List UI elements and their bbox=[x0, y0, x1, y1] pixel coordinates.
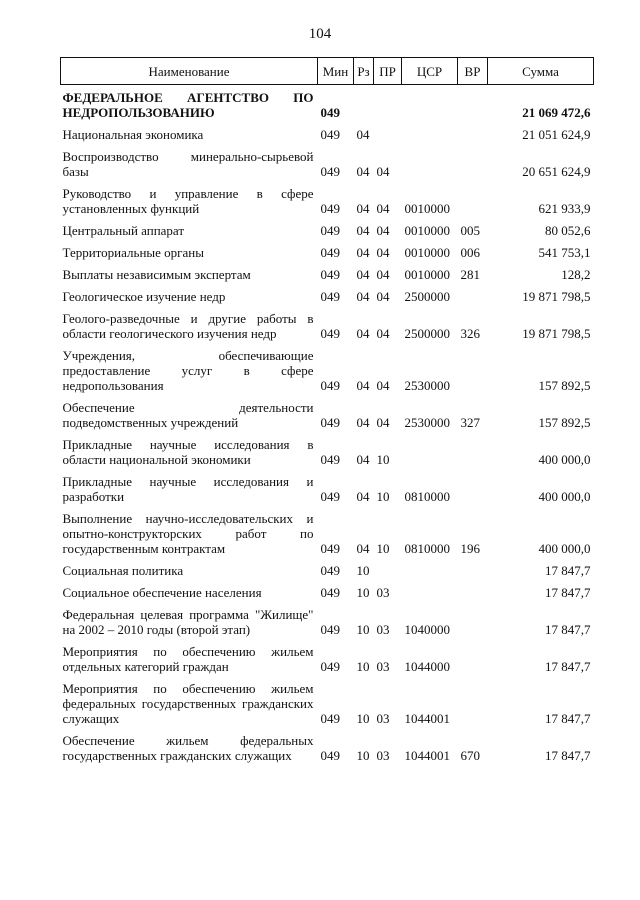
row-pr: 04 bbox=[376, 415, 390, 430]
row-min: 049 bbox=[320, 563, 340, 578]
row-pr: 04 bbox=[376, 326, 390, 341]
row-vr bbox=[458, 186, 488, 223]
row-name: Геолого-разведочные и другие работы в области геологического изучения недр bbox=[62, 311, 314, 341]
row-name: Мероприятия по обеспечению жильем федеральных государственных гражданских служащих bbox=[62, 681, 314, 726]
row-name: Геологическое изучение недр bbox=[62, 289, 226, 304]
row-min: 049 bbox=[320, 489, 340, 504]
row-vr bbox=[458, 474, 488, 511]
row-pr: 04 bbox=[376, 164, 390, 179]
header-min: Мин bbox=[318, 58, 354, 85]
row-min: 049 bbox=[320, 711, 340, 726]
row-min: 049 bbox=[320, 127, 340, 142]
row-sum: 20 651 624,9 bbox=[522, 164, 591, 179]
row-name: Центральный аппарат bbox=[62, 223, 185, 238]
row-sum: 17 847,7 bbox=[545, 748, 591, 763]
row-vr bbox=[458, 127, 488, 149]
row-sum: 19 871 798,5 bbox=[522, 326, 591, 341]
row-min: 049 bbox=[320, 378, 340, 393]
row-vr bbox=[458, 607, 488, 644]
row-sum: 19 871 798,5 bbox=[522, 289, 591, 304]
row-rz: 04 bbox=[356, 541, 370, 556]
row-vr bbox=[458, 348, 488, 400]
row-csr: 1044001 bbox=[404, 711, 450, 726]
row-csr: 0810000 bbox=[404, 541, 450, 556]
table-row bbox=[61, 733, 594, 770]
row-csr: 0810000 bbox=[404, 489, 450, 504]
row-vr: 327 bbox=[460, 415, 480, 430]
row-sum: 17 847,7 bbox=[545, 563, 591, 578]
row-pr: 03 bbox=[376, 622, 390, 637]
row-pr bbox=[374, 127, 402, 149]
row-csr bbox=[402, 585, 458, 607]
table-row bbox=[61, 644, 594, 681]
row-csr bbox=[402, 149, 458, 186]
row-min: 049 bbox=[320, 289, 340, 304]
table-row bbox=[61, 348, 594, 400]
header-rz: Рз bbox=[354, 58, 374, 85]
row-name: Прикладные научные исследования и разработки bbox=[62, 474, 314, 504]
row-sum: 621 933,9 bbox=[538, 201, 591, 216]
table-row bbox=[61, 267, 594, 289]
row-name: Учреждения, обеспечивающие предоставление услуг в сфере недропользования bbox=[62, 348, 314, 393]
row-rz: 04 bbox=[356, 326, 370, 341]
row-min: 049 bbox=[320, 585, 340, 600]
row-sum: 80 052,6 bbox=[545, 223, 591, 238]
table-row bbox=[61, 85, 594, 128]
row-min: 049 bbox=[320, 201, 340, 216]
row-csr: 2530000 bbox=[404, 415, 450, 430]
table-body bbox=[61, 85, 594, 771]
table-row bbox=[61, 563, 594, 585]
row-rz: 10 bbox=[356, 585, 370, 600]
row-pr bbox=[374, 563, 402, 585]
header-pr: ПР bbox=[374, 58, 402, 85]
row-vr: 281 bbox=[460, 267, 480, 282]
row-pr bbox=[374, 85, 402, 128]
row-min: 049 bbox=[320, 659, 340, 674]
row-sum: 17 847,7 bbox=[545, 711, 591, 726]
row-name: Территориальные органы bbox=[62, 245, 204, 260]
row-min: 049 bbox=[320, 245, 340, 260]
row-min: 049 bbox=[320, 541, 340, 556]
row-vr: 006 bbox=[460, 245, 480, 260]
row-min: 049 bbox=[320, 267, 340, 282]
header-name: Наименование bbox=[61, 58, 318, 85]
row-vr bbox=[458, 85, 488, 128]
page-number: 104 bbox=[308, 26, 332, 42]
row-pr: 03 bbox=[376, 659, 390, 674]
row-pr: 04 bbox=[376, 223, 390, 238]
row-sum: 157 892,5 bbox=[538, 415, 591, 430]
table-header bbox=[61, 58, 594, 85]
row-csr: 1040000 bbox=[404, 622, 450, 637]
row-rz: 04 bbox=[356, 201, 370, 216]
row-min: 049 bbox=[320, 223, 340, 238]
row-vr bbox=[458, 437, 488, 474]
row-rz: 10 bbox=[356, 563, 370, 578]
table-row bbox=[61, 681, 594, 733]
row-name: Выплаты независимым экспертам bbox=[62, 267, 251, 282]
row-min: 049 bbox=[320, 415, 340, 430]
table-row bbox=[61, 311, 594, 348]
row-rz: 04 bbox=[356, 223, 370, 238]
row-vr: 326 bbox=[460, 326, 480, 341]
row-sum: 21 069 472,6 bbox=[522, 105, 591, 120]
row-vr: 005 bbox=[460, 223, 480, 238]
row-pr: 03 bbox=[376, 585, 390, 600]
row-sum: 400 000,0 bbox=[538, 489, 591, 504]
row-csr bbox=[402, 563, 458, 585]
row-sum: 128,2 bbox=[561, 267, 591, 282]
row-rz: 04 bbox=[356, 289, 370, 304]
row-rz: 04 bbox=[356, 378, 370, 393]
row-vr bbox=[458, 149, 488, 186]
row-csr: 1044001 bbox=[404, 748, 450, 763]
header-csr: ЦСР bbox=[402, 58, 458, 85]
row-min: 049 bbox=[320, 748, 340, 763]
row-csr bbox=[402, 85, 458, 128]
row-pr: 03 bbox=[376, 711, 390, 726]
row-name: Обеспечение жильем федеральных государственных гражданских служащих bbox=[62, 733, 314, 763]
row-sum: 400 000,0 bbox=[538, 452, 591, 467]
table-row bbox=[61, 245, 594, 267]
row-pr: 10 bbox=[376, 452, 390, 467]
row-csr bbox=[402, 127, 458, 149]
row-sum: 17 847,7 bbox=[545, 622, 591, 637]
row-csr: 1044000 bbox=[404, 659, 450, 674]
row-rz: 04 bbox=[356, 489, 370, 504]
row-name: Выполнение научно-исследовательских и опытно-конструкторских работ по государственным контрактам bbox=[62, 511, 314, 556]
row-csr: 2500000 bbox=[404, 289, 450, 304]
row-pr: 04 bbox=[376, 378, 390, 393]
row-pr: 03 bbox=[376, 748, 390, 763]
row-pr: 10 bbox=[376, 489, 390, 504]
row-rz: 04 bbox=[356, 415, 370, 430]
header-vr: ВР bbox=[458, 58, 488, 85]
row-vr: 670 bbox=[460, 748, 480, 763]
table-row bbox=[61, 186, 594, 223]
row-rz: 10 bbox=[356, 659, 370, 674]
row-csr: 2530000 bbox=[404, 378, 450, 393]
row-pr: 04 bbox=[376, 289, 390, 304]
row-sum: 400 000,0 bbox=[538, 541, 591, 556]
row-pr: 04 bbox=[376, 267, 390, 282]
row-rz: 10 bbox=[356, 622, 370, 637]
table-row bbox=[61, 474, 594, 511]
table-row bbox=[61, 585, 594, 607]
table-row bbox=[61, 400, 594, 437]
row-vr bbox=[458, 289, 488, 311]
row-name: Социальное обеспечение населения bbox=[62, 585, 262, 600]
row-vr bbox=[458, 681, 488, 733]
row-rz: 04 bbox=[356, 267, 370, 282]
row-rz: 10 bbox=[356, 748, 370, 763]
row-csr: 0010000 bbox=[404, 223, 450, 238]
row-csr: 2500000 bbox=[404, 326, 450, 341]
table-row bbox=[61, 437, 594, 474]
row-csr: 0010000 bbox=[404, 267, 450, 282]
row-sum: 17 847,7 bbox=[545, 585, 591, 600]
row-rz: 04 bbox=[356, 452, 370, 467]
row-name: Мероприятия по обеспечению жильем отдельных категорий граждан bbox=[62, 644, 314, 674]
table-row bbox=[61, 127, 594, 149]
row-vr: 196 bbox=[460, 541, 480, 556]
row-vr bbox=[458, 563, 488, 585]
row-min: 049 bbox=[320, 164, 340, 179]
table-row bbox=[61, 607, 594, 644]
row-name: Социальная политика bbox=[62, 563, 184, 578]
row-min: 049 bbox=[320, 326, 340, 341]
row-sum: 21 051 624,9 bbox=[522, 127, 591, 142]
row-min: 049 bbox=[320, 452, 340, 467]
budget-table bbox=[60, 57, 594, 770]
row-min: 049 bbox=[320, 622, 340, 637]
row-pr: 10 bbox=[376, 541, 390, 556]
row-vr bbox=[458, 585, 488, 607]
row-name: ФЕДЕРАЛЬНОЕ АГЕНТСТВО ПО НЕДРОПОЛЬЗОВАНИЮ bbox=[62, 90, 314, 120]
row-sum: 541 753,1 bbox=[538, 245, 591, 260]
header-sum: Сумма bbox=[488, 58, 594, 85]
row-csr bbox=[402, 437, 458, 474]
table-row bbox=[61, 223, 594, 245]
row-rz bbox=[354, 85, 374, 128]
row-csr: 0010000 bbox=[404, 201, 450, 216]
row-rz: 10 bbox=[356, 711, 370, 726]
row-pr: 04 bbox=[376, 245, 390, 260]
row-min: 049 bbox=[320, 105, 340, 120]
row-name: Прикладные научные исследования в области национальной экономики bbox=[62, 437, 314, 467]
row-pr: 04 bbox=[376, 201, 390, 216]
row-name: Руководство и управление в сфере установленных функций bbox=[62, 186, 314, 216]
row-rz: 04 bbox=[356, 127, 370, 142]
row-name: Обеспечение деятельности подведомственных учреждений bbox=[62, 400, 314, 430]
row-name: Федеральная целевая программа "Жилище" на 2002 – 2010 годы (второй этап) bbox=[62, 607, 314, 637]
table-row bbox=[61, 149, 594, 186]
row-name: Воспроизводство минерально-сырьевой базы bbox=[62, 149, 314, 179]
table-row bbox=[61, 289, 594, 311]
row-vr bbox=[458, 644, 488, 681]
row-sum: 17 847,7 bbox=[545, 659, 591, 674]
row-rz: 04 bbox=[356, 164, 370, 179]
row-sum: 157 892,5 bbox=[538, 378, 591, 393]
row-csr: 0010000 bbox=[404, 245, 450, 260]
row-name: Национальная экономика bbox=[62, 127, 204, 142]
row-rz: 04 bbox=[356, 245, 370, 260]
table-row bbox=[61, 511, 594, 563]
